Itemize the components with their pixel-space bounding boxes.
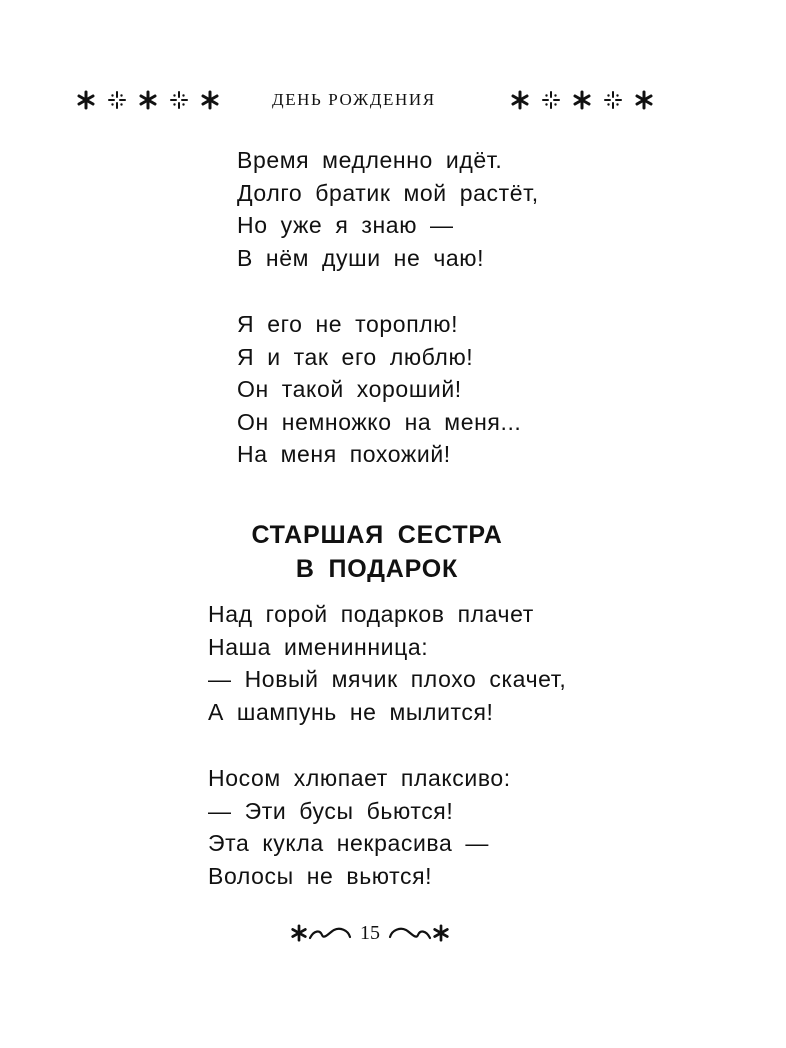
verse-line: Я его не тороплю!: [237, 311, 459, 337]
swirl-icon: [388, 924, 432, 942]
page-footer: [290, 918, 450, 948]
header-stars-right: [510, 84, 665, 116]
verse-line: Но уже я знаю —: [237, 212, 454, 238]
poem2-title-line: СТАРШАЯ СЕСТРА: [251, 521, 503, 549]
solid-star-icon: [290, 924, 308, 942]
poem2-stanza-1: [208, 598, 566, 728]
verse-line: Эта кукла некрасива —: [208, 830, 489, 856]
verse-line: — Новый мячик плохо скачет,: [208, 666, 567, 692]
poem2-stanza-2: [208, 762, 511, 892]
solid-star-icon: [510, 90, 530, 110]
verse-line: Носом хлюпает плаксиво:: [208, 765, 511, 791]
poem1-stanza-1: [237, 144, 539, 274]
header-stars-left: [76, 84, 231, 116]
dotted-star-icon: [169, 90, 189, 110]
verse-line: Наша именинница:: [208, 633, 429, 660]
poem2-title: [0, 518, 754, 586]
poem1-stanza-2: [237, 308, 521, 471]
running-header-title: ДЕНЬ РОЖДЕНИЯ: [272, 90, 436, 109]
verse-line: Волосы не вьются!: [208, 862, 433, 889]
verse-line: Над горой подарков плачет: [208, 601, 534, 627]
verse-line: — Эти бусы бьются!: [208, 797, 454, 824]
verse-line: Он немножко на меня...: [237, 408, 522, 435]
poem2-title-line: В ПОДАРОК: [295, 555, 459, 583]
dotted-star-icon: [603, 90, 623, 110]
page-number: 15: [360, 922, 380, 944]
dotted-star-icon: [107, 90, 127, 110]
verse-line: На меня похожий!: [237, 441, 451, 467]
solid-star-icon: [432, 924, 450, 942]
running-header: [0, 84, 786, 116]
solid-star-icon: [138, 90, 158, 110]
verse-line: Я и так его люблю!: [237, 343, 474, 370]
swirl-icon: [308, 924, 352, 942]
solid-star-icon: [200, 90, 220, 110]
verse-line: Он такой хороший!: [237, 376, 462, 402]
verse-line: Время медленно идёт.: [237, 147, 503, 173]
solid-star-icon: [634, 90, 654, 110]
verse-line: Долго братик мой растёт,: [237, 179, 539, 206]
solid-star-icon: [572, 90, 592, 110]
dotted-star-icon: [541, 90, 561, 110]
solid-star-icon: [76, 90, 96, 110]
verse-line: А шампунь не мылится!: [208, 698, 494, 725]
verse-line: В нём души не чаю!: [237, 244, 485, 271]
